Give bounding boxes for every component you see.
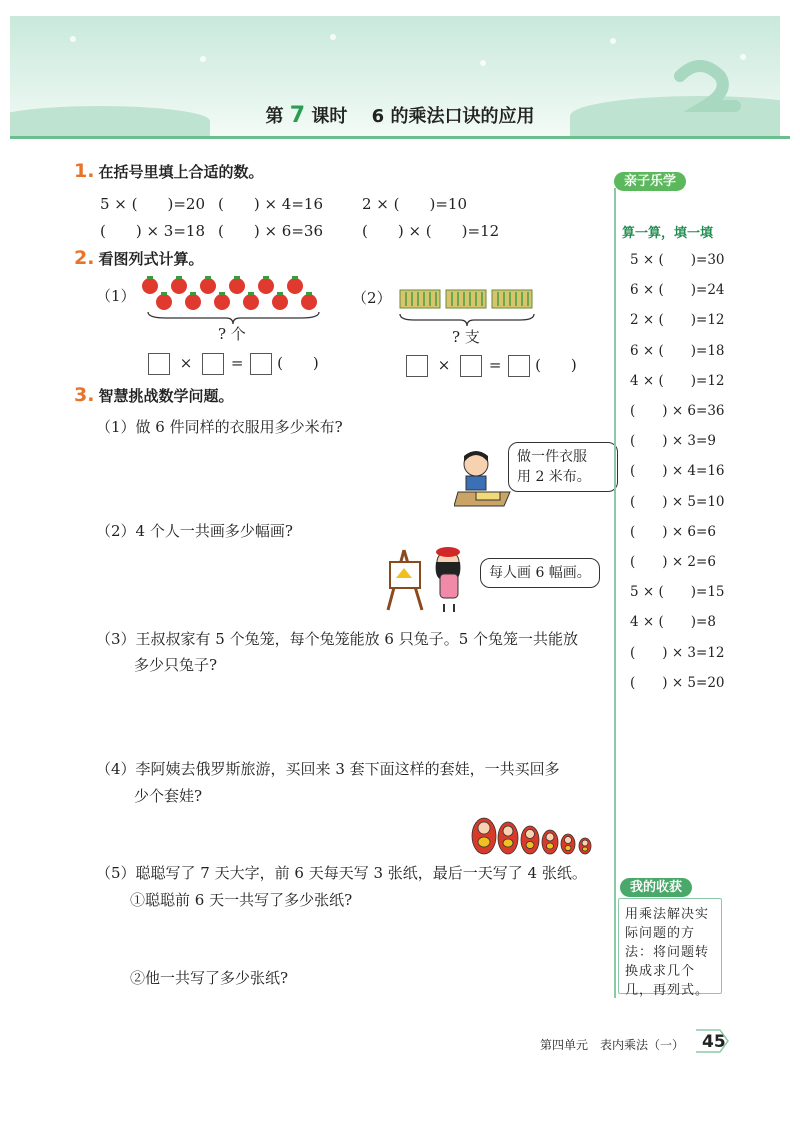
boy-cutting-cloth-illustration xyxy=(454,448,514,510)
sidebar-exercise-item: ( ) × 2=6 xyxy=(630,554,716,570)
q2-number: 2. xyxy=(74,247,95,269)
sidebar-exercise-item: 4 × ( )=8 xyxy=(630,614,716,631)
answer-box[interactable] xyxy=(148,353,170,375)
q2-title: 看图列式计算。 xyxy=(98,250,204,268)
answer-box[interactable] xyxy=(250,353,272,375)
lesson-suffix: 课时 xyxy=(311,106,348,127)
lesson-number: 7 xyxy=(289,103,306,128)
harvest-box xyxy=(618,898,722,998)
unit-paren: ( ) xyxy=(535,356,577,374)
q1-heading xyxy=(74,160,263,182)
q1-item: ( ) × 4=16 xyxy=(218,195,324,213)
sidebar-heading: 算一算，填一填 xyxy=(622,226,714,241)
snow-dot xyxy=(610,38,616,44)
q1-item: ( ) × 6=36 xyxy=(218,222,324,240)
q3-problem-3-line2: 多少只兔子? xyxy=(134,656,218,674)
footer-unit: 第四单元 表内乘法（一） xyxy=(540,1038,685,1052)
q1-item: ( ) × ( )=12 xyxy=(362,222,500,240)
times-sign: × xyxy=(179,354,193,372)
q3-problem-3-line1: （3）王叔叔家有 5 个兔笼，每个兔笼能放 6 只兔子。5 个兔笼一共能放 xyxy=(96,630,579,648)
q3-problem-1: （1）做 6 件同样的衣服用多少米布? xyxy=(96,418,343,436)
q2-part2-label: （2） xyxy=(352,289,392,307)
snow-dot xyxy=(70,36,76,42)
answer-box[interactable] xyxy=(508,355,530,377)
q2-part2-equation xyxy=(406,354,577,377)
q1-item: 2 × ( )=10 xyxy=(362,195,468,213)
q2-part1-label: （1） xyxy=(96,287,136,305)
harvest-text: 用乘法解决实际问题的方法：将问题转换成求几个几，再列式。 xyxy=(625,907,710,998)
lesson-title xyxy=(0,102,800,128)
answer-box[interactable] xyxy=(406,355,428,377)
harvest-badge-text: 我的收获 xyxy=(620,878,692,897)
q3-problem-5-line1: （5）聪聪写了 7 天大字，前 6 天每天写 3 张纸，最后一天写了 4 张纸。 xyxy=(96,864,587,882)
unit-paren: ( ) xyxy=(277,354,319,372)
q3-problem-4-line1: （4）李阿姨去俄罗斯旅游，买回来 3 套下面这样的套娃，一共买回多 xyxy=(96,760,560,778)
sidebar-exercise-item: 2 × ( )=12 xyxy=(630,312,725,329)
snow-dot xyxy=(480,60,486,66)
sidebar-divider xyxy=(614,188,616,998)
header-divider xyxy=(10,136,790,139)
page-number: 45 xyxy=(702,1032,726,1052)
answer-box[interactable] xyxy=(460,355,482,377)
page-number-frame xyxy=(694,1026,730,1056)
q3-p1-speech-bubble xyxy=(508,442,618,492)
sidebar-exercise-item: ( ) × 3=12 xyxy=(630,644,725,661)
snow-dot xyxy=(200,56,206,62)
answer-box[interactable] xyxy=(202,353,224,375)
family-learning-badge-text: 亲子乐学 xyxy=(614,172,686,191)
sidebar-exercise-item: ( ) × 6=36 xyxy=(630,403,725,419)
sidebar-exercise-item: 6 × ( )=18 xyxy=(630,342,725,359)
sidebar-exercise-item: 5 × ( )=30 xyxy=(630,252,725,268)
girl-painting-illustration xyxy=(382,544,478,614)
times-sign: × xyxy=(437,356,451,374)
q3-p2-speech-bubble xyxy=(480,558,600,588)
q3-problem-5-sub2: ②他一共写了多少张纸? xyxy=(130,969,289,987)
bubble-text-line: 用 2 米布。 xyxy=(517,469,591,485)
q3-number: 3. xyxy=(74,384,95,406)
bubble-text: 每人画 6 幅画。 xyxy=(489,565,591,581)
sidebar-exercise-item: ( ) × 6=6 xyxy=(630,523,716,540)
lesson-topic: 6 的乘法口诀的应用 xyxy=(371,106,535,127)
q3-problem-4-line2: 少个套娃? xyxy=(134,787,203,805)
sidebar-exercise-item: ( ) × 5=20 xyxy=(630,674,725,691)
bubble-text-line: 做一件衣服 xyxy=(517,449,587,465)
q3-problem-2: （2）4 个人一共画多少幅画? xyxy=(96,522,293,540)
q1-title: 在括号里填上合适的数。 xyxy=(98,163,264,181)
q3-title: 智慧挑战数学问题。 xyxy=(98,387,234,405)
matryoshka-dolls-illustration xyxy=(470,808,606,856)
family-learning-badge xyxy=(614,170,686,189)
lesson-prefix: 第 xyxy=(265,106,284,127)
q3-problem-5-sub1: ①聪聪前 6 天一共写了多少张纸? xyxy=(130,891,353,909)
equals-sign: = xyxy=(488,356,502,374)
sidebar-exercise-item: 4 × ( )=12 xyxy=(630,372,725,389)
equals-sign: = xyxy=(230,354,244,372)
q1-item: 5 × ( )=20 xyxy=(100,195,206,213)
sidebar-exercise-item: 6 × ( )=24 xyxy=(630,282,725,299)
sidebar-exercise-item: ( ) × 4=16 xyxy=(630,463,725,480)
harvest-badge xyxy=(620,876,692,895)
q1-item: ( ) × 3=18 xyxy=(100,222,206,240)
q2-heading xyxy=(74,247,203,269)
q2-part1-equation xyxy=(148,352,319,375)
q3-heading xyxy=(74,384,233,406)
sidebar-exercise-item: 5 × ( )=15 xyxy=(630,584,725,601)
q2-part1-caption: ? 个 xyxy=(218,325,246,343)
snow-dot xyxy=(330,34,336,40)
q2-part2-caption: ? 支 xyxy=(452,328,480,346)
sidebar-exercise-item: ( ) × 3=9 xyxy=(630,433,716,450)
sidebar-exercise-item: ( ) × 5=10 xyxy=(630,493,725,510)
q1-number: 1. xyxy=(74,160,95,182)
